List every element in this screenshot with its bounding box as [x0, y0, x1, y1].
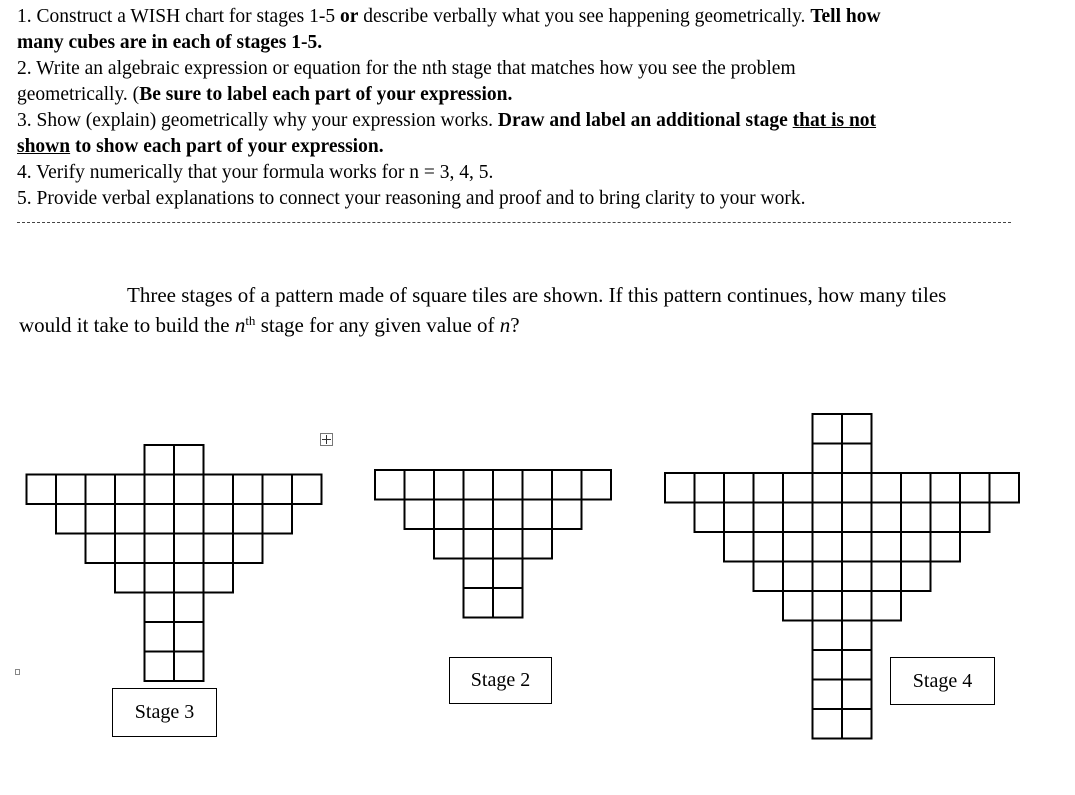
tile [405, 500, 435, 530]
instruction-5-text: 5. Provide verbal explanations to connect your reasoning and proof and to bring clarity to your work. [17, 188, 806, 209]
instruction-1-bold-cont: many cubes are in each of stages 1-5. [17, 32, 323, 53]
instruction-1-or: or [339, 6, 359, 27]
tile [434, 470, 464, 500]
tile [842, 414, 872, 444]
tile [405, 470, 435, 500]
tile [493, 588, 523, 618]
tile [872, 473, 902, 503]
stage-2-label [449, 657, 552, 704]
tile [204, 534, 234, 564]
instruction-3-bold-b: to show each part of your expression. [70, 136, 384, 157]
tile [813, 444, 843, 474]
tile [434, 529, 464, 559]
tile [813, 591, 843, 621]
tile [754, 473, 784, 503]
problem-line-2-a: would it take to build the [19, 313, 235, 337]
stage-3-text: Stage 3 [134, 701, 195, 723]
tile [813, 473, 843, 503]
instruction-2-text-b: geometrically. ( [17, 84, 140, 105]
tile [552, 500, 582, 530]
tile [233, 475, 263, 505]
tile [145, 475, 175, 505]
tile [493, 470, 523, 500]
tile [813, 680, 843, 710]
tile [813, 532, 843, 562]
tile [552, 470, 582, 500]
tile [174, 593, 204, 623]
tile [724, 503, 754, 533]
tile [960, 473, 990, 503]
stage-4-label [890, 657, 995, 705]
tile [145, 504, 175, 534]
tile [842, 591, 872, 621]
tile [115, 504, 145, 534]
stage-2-text: Stage 2 [470, 669, 531, 691]
tile [115, 534, 145, 564]
tile [145, 445, 175, 475]
tile [233, 504, 263, 534]
tile [872, 532, 902, 562]
instruction-4-text: 4. Verify numerically that your formula works for n = 3, 4, 5. [17, 162, 494, 183]
tile [901, 532, 931, 562]
tile [582, 470, 612, 500]
tile [56, 504, 86, 534]
tile [872, 562, 902, 592]
tile [960, 503, 990, 533]
tile [375, 470, 405, 500]
tile [145, 593, 175, 623]
tile [145, 563, 175, 593]
tile [665, 473, 695, 503]
tile [813, 503, 843, 533]
problem-sup: th [245, 313, 256, 328]
tile [813, 562, 843, 592]
tile [86, 475, 116, 505]
tile [842, 680, 872, 710]
instruction-3-underline-b: shown [17, 136, 71, 157]
tile [27, 475, 57, 505]
tile [783, 591, 813, 621]
tile [842, 532, 872, 562]
tile [872, 503, 902, 533]
tile [174, 563, 204, 593]
tile [233, 534, 263, 564]
tile [86, 504, 116, 534]
tile [493, 529, 523, 559]
problem-line-2-b: stage for any given value of [255, 313, 500, 337]
tile [523, 500, 553, 530]
small-box-icon [15, 669, 20, 675]
tile [813, 709, 843, 739]
tile [783, 532, 813, 562]
tile [174, 475, 204, 505]
instruction-1-text: 1. Construct a WISH chart for stages 1-5 [17, 6, 340, 27]
tile [174, 534, 204, 564]
tile [842, 621, 872, 651]
tile [464, 529, 494, 559]
tile [901, 562, 931, 592]
problem-n: n [234, 313, 246, 337]
instruction-1-text-b: describe verbally what you see happening geometrically. [358, 6, 811, 27]
problem-line-1: Three stages of a pattern made of square tiles are shown. If this pattern continues, how many tiles [127, 283, 947, 307]
stage-4-text: Stage 4 [912, 669, 973, 692]
tile [174, 445, 204, 475]
tile [56, 475, 86, 505]
instruction-1-bold: Tell how [810, 6, 881, 27]
tile [86, 534, 116, 564]
tile [523, 529, 553, 559]
instruction-2-bold: Be sure to label each part of your expression. [139, 84, 513, 105]
tile [842, 503, 872, 533]
tile [174, 504, 204, 534]
tile [115, 475, 145, 505]
tile [493, 559, 523, 589]
tile [754, 532, 784, 562]
tile [990, 473, 1020, 503]
tile [145, 534, 175, 564]
tile [204, 475, 234, 505]
tile [783, 473, 813, 503]
tile [204, 504, 234, 534]
tile [464, 500, 494, 530]
tile [145, 622, 175, 652]
tile [263, 475, 293, 505]
tile [145, 652, 175, 682]
instruction-3-bold: Draw and label an additional stage [497, 110, 793, 131]
tile [931, 532, 961, 562]
instruction-3-text: 3. Show (explain) geometrically why your expression works. [17, 110, 498, 131]
tile [204, 563, 234, 593]
tile [872, 591, 902, 621]
tile [724, 532, 754, 562]
tile [263, 504, 293, 534]
tile [901, 473, 931, 503]
problem-line-2-c: ? [510, 313, 520, 337]
tile [813, 414, 843, 444]
tile [115, 563, 145, 593]
tile [493, 500, 523, 530]
tile [754, 562, 784, 592]
tile [842, 650, 872, 680]
tile [464, 588, 494, 618]
tile [523, 470, 553, 500]
stage-3-label [112, 688, 217, 737]
tile [174, 622, 204, 652]
tile [434, 500, 464, 530]
tile [842, 473, 872, 503]
tile [813, 621, 843, 651]
tile [783, 562, 813, 592]
tile [695, 503, 725, 533]
problem-n-2: n [499, 313, 511, 337]
tile [464, 559, 494, 589]
instruction-2-text: 2. Write an algebraic expression or equation for the nth stage that matches how you see the problem [17, 58, 796, 79]
tile [842, 562, 872, 592]
tile [842, 709, 872, 739]
tile [695, 473, 725, 503]
tile [292, 475, 322, 505]
tile [813, 650, 843, 680]
instruction-3-underline: that is not [792, 110, 877, 131]
tile [754, 503, 784, 533]
tile [724, 473, 754, 503]
tile [174, 652, 204, 682]
tile [931, 503, 961, 533]
tile [783, 503, 813, 533]
tile [931, 473, 961, 503]
plus-icon[interactable] [320, 433, 333, 446]
tile [842, 444, 872, 474]
tile [464, 470, 494, 500]
tile [901, 503, 931, 533]
